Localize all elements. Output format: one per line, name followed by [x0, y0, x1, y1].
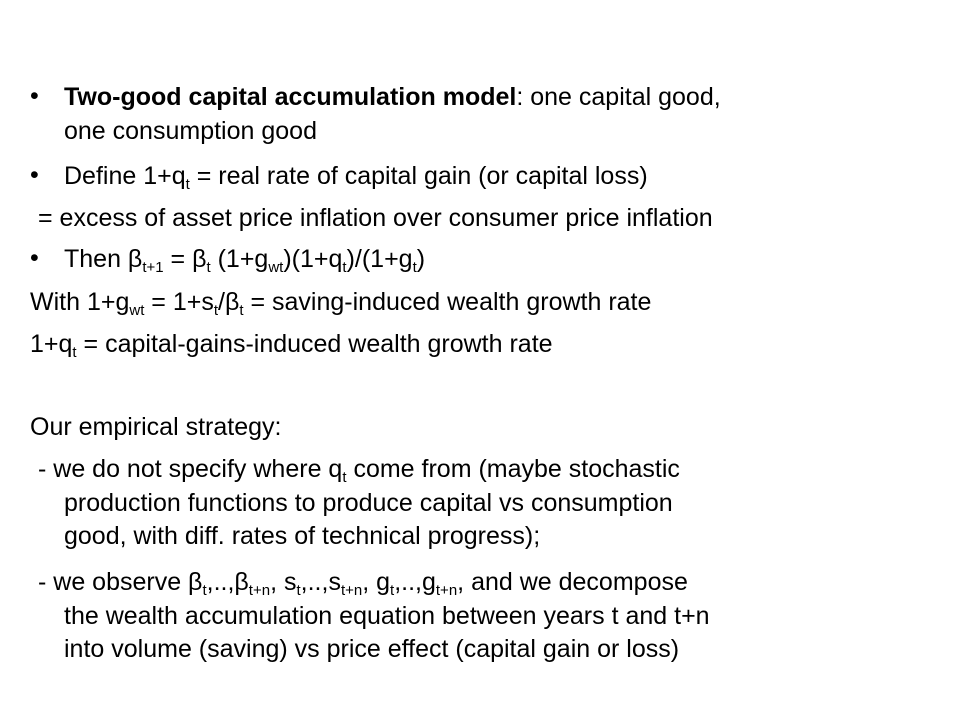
strategy-point-2-line-3: into volume (saving) vs price effect (capital gain or loss) [64, 635, 680, 663]
strategy-point-2-line-1: - we observe $\beta_t,..,\beta_{t+n}$, $s_t,..,s_{t+n}$, $g_t,..,g_{t+n}$, and we decompose [38, 568, 688, 599]
model-bullet-line-1 [64, 82, 960, 112]
define-q-line: Define $1+q_t$ = real rate of capital gain (or capital loss) [64, 162, 648, 193]
excess-definition-line: = excess of asset price inflation over consumer price inflation [38, 204, 713, 232]
beta-equation-line: Then $\beta_{t+1} = \beta_t$ $(1+g_{wt})(1+q_t)/(1+g_t)$ [64, 245, 426, 276]
bullet-marker: • [30, 244, 39, 272]
saving-growth-line: With $1+g_{wt} = 1+s_t/\beta_t$ = saving-induced wealth growth rate [30, 288, 652, 319]
capital-gains-growth-line: $1+q_t$ = capital-gains-induced wealth growth rate [30, 330, 553, 361]
strategy-point-1-line-1: - we do not specify where $q_t$ come from (maybe stochastic [38, 455, 680, 486]
strategy-point-2-line-2: the wealth accumulation equation between years t and t+n [64, 602, 710, 630]
model-description: : one capital good, [516, 83, 721, 111]
strategy-point-1-line-2: production functions to produce capital vs consumption [64, 489, 673, 517]
strategy-point-1-line-3: good, with diff. rates of technical progress); [64, 522, 541, 550]
model-title: Two-good capital accumulation model [64, 83, 517, 111]
model-bullet-line-2: one consumption good [64, 117, 317, 145]
bullet-marker: • [30, 161, 39, 189]
bullet-marker: • [30, 82, 39, 110]
strategy-heading: Our empirical strategy: [30, 413, 282, 441]
